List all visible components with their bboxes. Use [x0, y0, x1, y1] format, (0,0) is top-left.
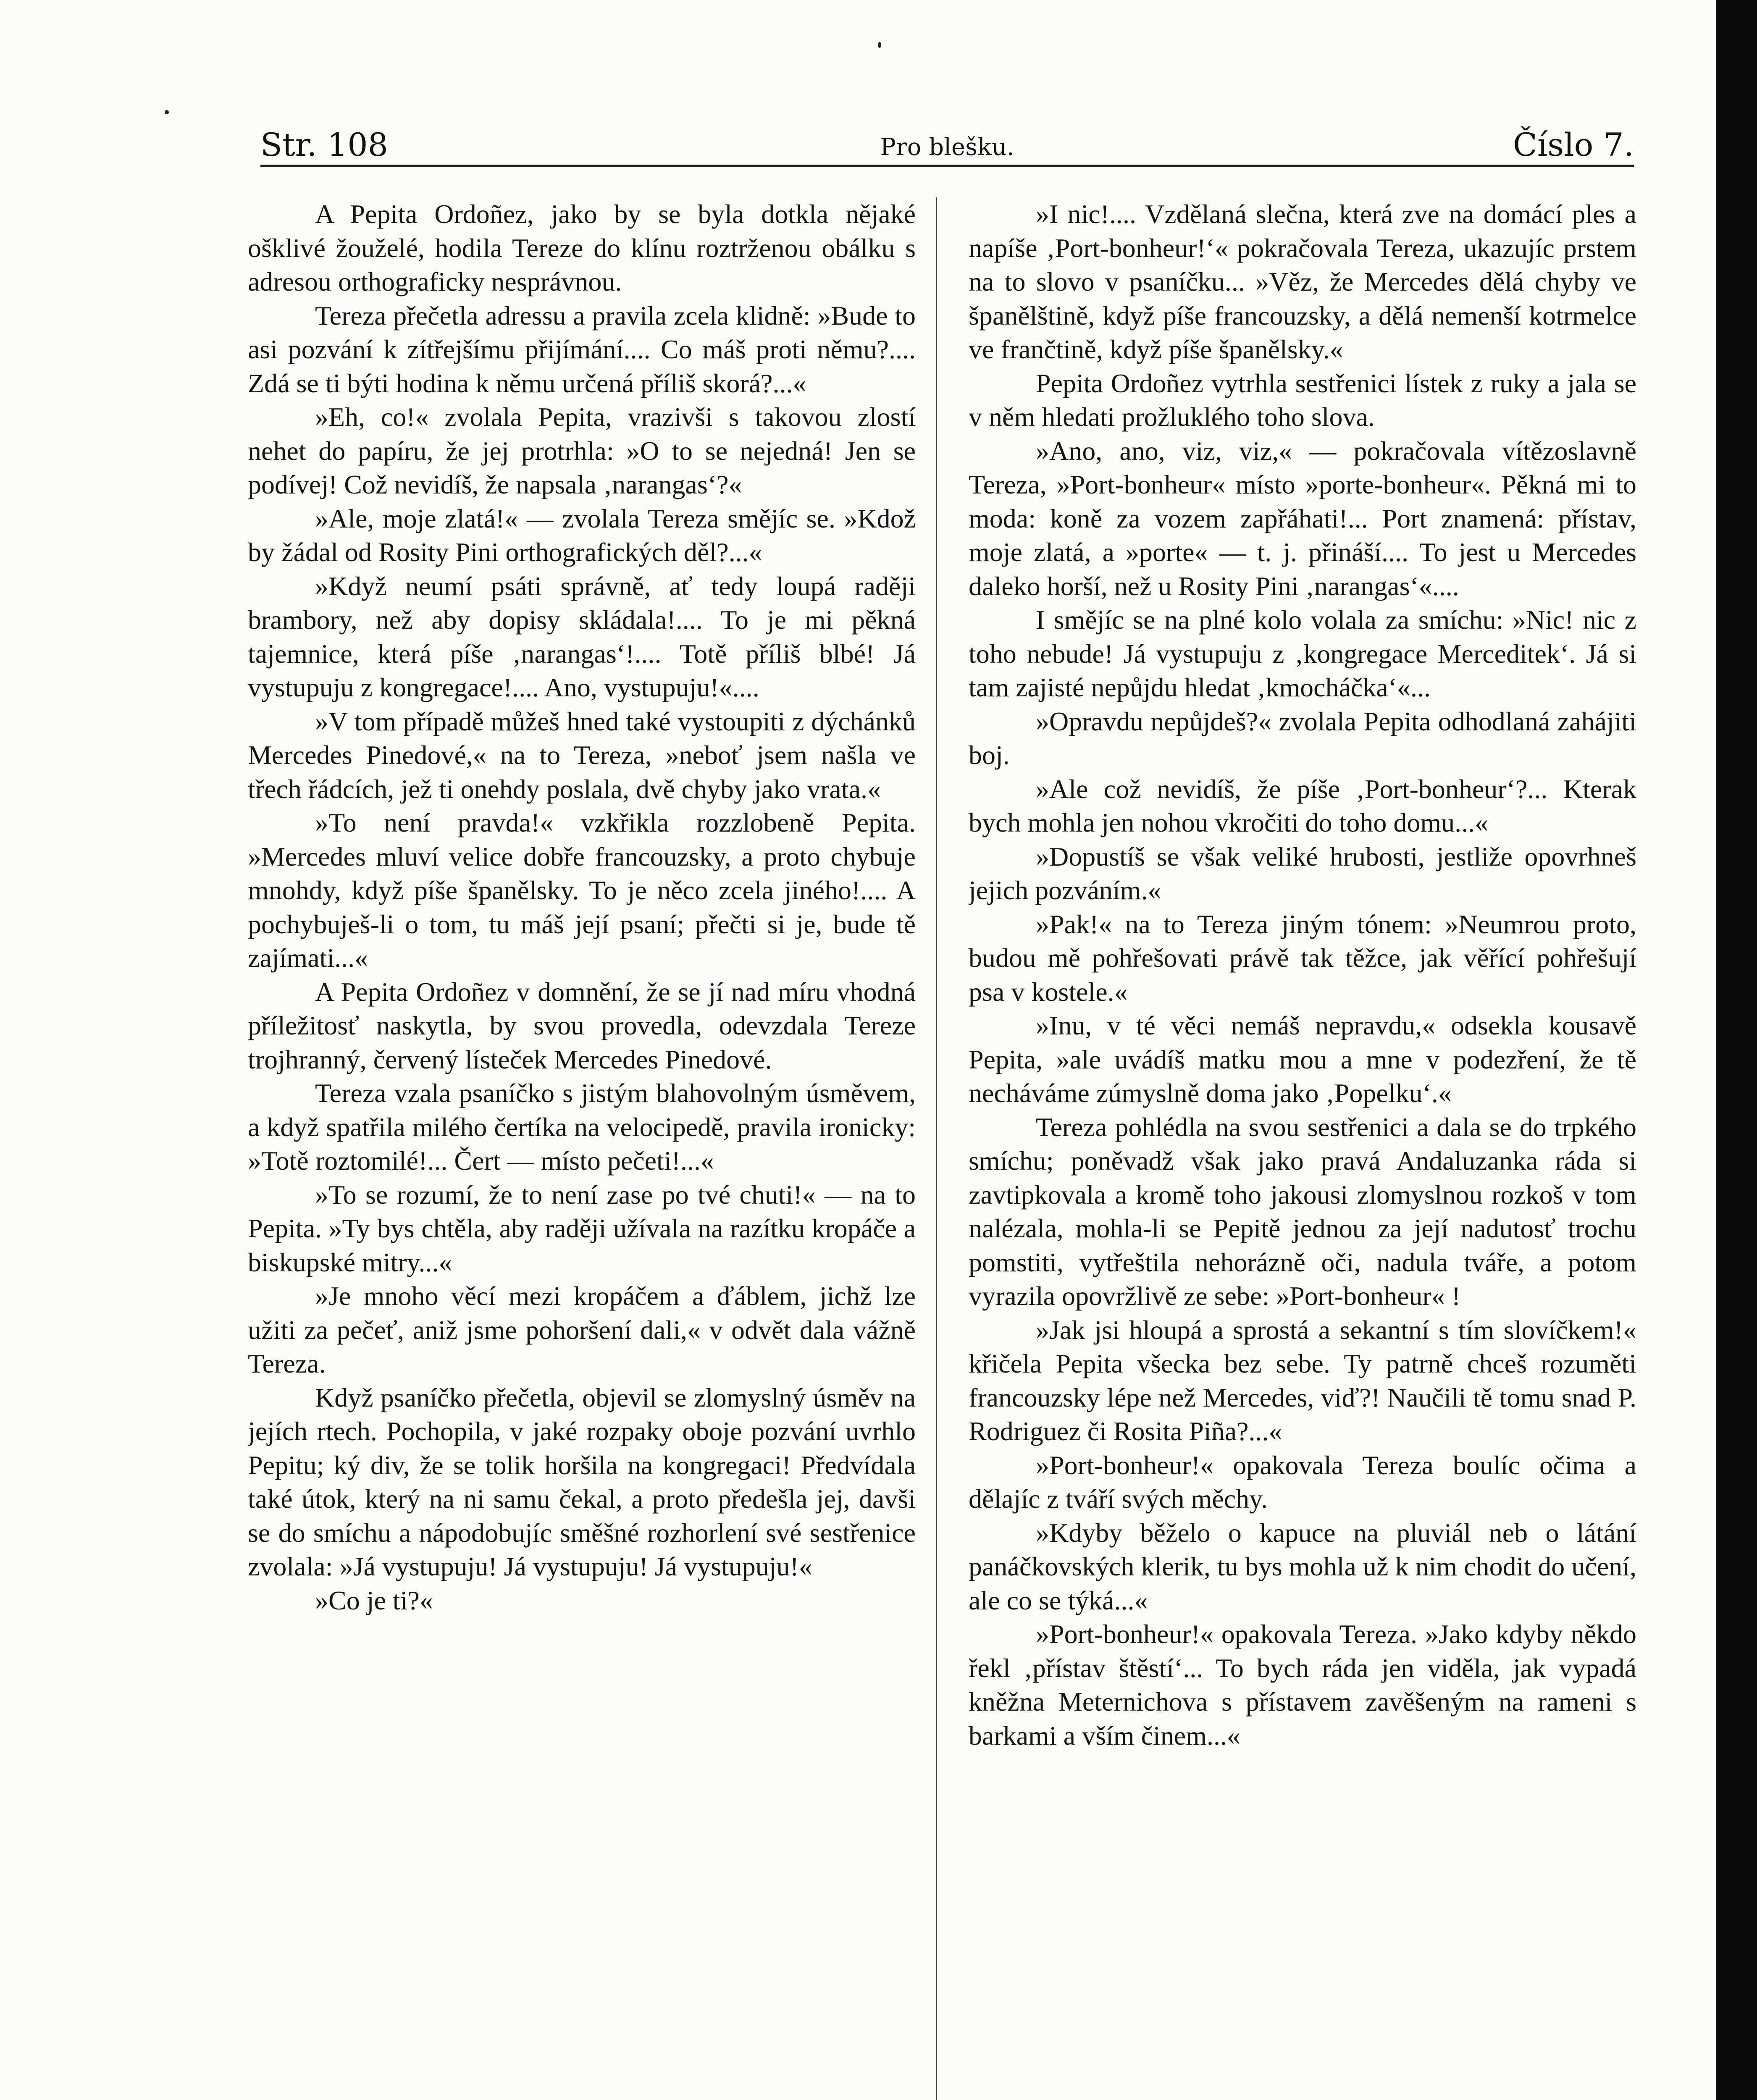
paragraph: »To se rozumí, že to není zase po tvé chuti!« — na to Pepita. »Ty bys chtěla, aby raději užívala na razítku kropáče a biskupské mitry...« [248, 1179, 916, 1277]
paragraph: »Pak!« na to Tereza jiným tónem: »Neumrou proto, budou mě pohřešovati právě tak těžce, jak věřící pohřešují psa v kostele.« [969, 909, 1636, 1007]
paragraph: »Inu, v té věci nemáš nepravdu,« odsekla kousavě Pepita, »ale uvádíš matku mou a mne v podezření, že tě necháváme zúmyslně doma jako ‚Popelku‘.« [969, 1011, 1636, 1108]
column-divider [936, 197, 937, 2100]
paragraph: »V tom případě můžeš hned také vystoupiti z dýchánků Mercedes Pinedové,« na to Tereza, »neboť jsem našla ve třech řádcích, jež ti onehdy poslala, dvě chyby jako vrata.« [248, 706, 916, 804]
paragraph: Tereza přečetla adressu a pravila zcela klidně: »Bude to asi pozvání k zítřejšímu přijímání.... Co máš proti němu?.... Zdá se ti býti hodina k němu určená příliš skorá?...« [248, 300, 916, 398]
paragraph: Tereza pohlédla na svou sestřenici a dala se do trpkého smíchu; poněvadž však jako pravá Andaluzanka ráda si zavtipkovala a kromě toho jakousi zlomyslnou rozkoš v tom nalézala, mohla-li se Pepitě jednou za její nadutosť trochu pomstiti, vytřeštila nehorázně oči, nadula tváře, a potom vyrazila opovržlivě ze sebe: »Port-bonheur« ! [969, 1112, 1636, 1311]
paragraph: »Eh, co!« zvolala Pepita, vrazivši s takovou zlostí nehet do papíru, že jej protrhla: »O to se nejedná! Jen se podívej! Což nevidíš, že napsala ‚narangas‘?« [248, 402, 916, 499]
page-number: Str. 108 [260, 126, 388, 163]
paragraph: A Pepita Ordoñez, jako by se byla dotkla nějaké ošklivé žouželé, hodila Tereze do klínu roztrženou obálku s adresou orthograficky nesprávnou. [248, 199, 916, 297]
paragraph: »Ano, ano, viz, viz,« — pokračovala vítězoslavně Tereza, »Port-bonheur« místo »porte-bonheur«. Pěkná mi to moda: koně za vozem zapřáhati!... Port znamená: přístav, moje zlatá, a »porte« — t. j. přináší.... To jest u Mercedes daleko horší, než u Rosity Pini ‚narangas‘«.... [969, 436, 1636, 601]
paragraph: Pepita Ordoñez vytrhla sestřenici lístek z ruky a jala se v něm hledati prožluklého toho slova. [969, 368, 1636, 432]
paragraph: Když psaníčko přečetla, objevil se zlomyslný úsměv na jejích rtech. Pochopila, v jaké rozpaky oboje pozvání uvrhlo Pepitu; ký div, že se tolik horšila na kongregaci! Předvídala také útok, který na ni samu čekal, a proto předešla jej, davši se do smíchu a nápodobujíc směšné rozhorlení své sestřenice zvolala: »Já vystupuju! Já vystupuju! Já vystupuju!« [248, 1382, 916, 1581]
scan-speck [165, 110, 169, 114]
paragraph: »Jak jsi hloupá a sprostá a sekantní s tím slovíčkem!« křičela Pepita všecka bez sebe. Ty patrně chceš rozuměti francouzsky lépe než Mercedes, viď?! Naučili tě tomu snad P. Rodriguez či Rosita Piña?...« [969, 1315, 1636, 1446]
header-rule [260, 165, 1634, 167]
paragraph: »To není pravda!« vzkřikla rozzlobeně Pepita. »Mercedes mluví velice dobře francouzsky, a proto chybuje mnohdy, když píše španělsky. To je něco zcela jiného!.... A pochybuješ-li o tom, tu máš její psaní; přečti si je, bude tě zajímati...« [248, 808, 916, 973]
running-title: Pro blešku. [880, 134, 1014, 161]
left-column [248, 197, 916, 2100]
paragraph: A Pepita Ordoñez v domnění, že se jí nad míru vhodná příležitosť naskytla, by svou provedla, odevzdala Tereze trojhranný, červený lísteček Mercedes Pinedové. [248, 976, 916, 1074]
paragraph: »Port-bonheur!« opakovala Tereza boulíc očima a dělajíc z tváří svých měchy. [969, 1450, 1636, 1514]
paragraph: »Dopustíš se však veliké hrubosti, jestliže opovrhneš jejich pozváním.« [969, 841, 1636, 905]
paragraph: »Opravdu nepůjdeš?« zvolala Pepita odhodlaná zahájiti boj. [969, 706, 1636, 770]
scan-speck [878, 42, 881, 48]
paragraph: »Kdyby běželo o kapuce na pluviál neb o látání panáčkovských klerik, tu bys mohla už k nim chodit do učení, ale co se týká...« [969, 1517, 1636, 1615]
issue-number: Číslo 7. [1513, 126, 1634, 163]
paragraph: »Je mnoho věcí mezi kropáčem a ďáblem, jichž lze užiti za pečeť, aniž jsme pohoršení dali,« v odvět dala vážně Tereza. [248, 1281, 916, 1378]
paragraph: »Co je ti?« [315, 1585, 433, 1615]
right-column [969, 197, 1636, 2100]
scan-edge [1716, 0, 1757, 2100]
paragraph: »Ale, moje zlatá!« — zvolala Tereza smějíc se. »Kdož by žádal od Rosity Pini orthografických děl?...« [248, 503, 916, 567]
paragraph: Tereza vzala psaníčko s jistým blahovolným úsměvem, a když spatřila milého čertíka na velocipedě, pravila ironicky: »Totě roztomilé!... Čert — místo pečeti!...« [248, 1078, 916, 1176]
paragraph: »Ale což nevidíš, že píše ‚Port-bonheur‘?... Kterak bych mohla jen nohou vkročiti do toho domu...« [969, 774, 1636, 837]
paragraph: I smějíc se na plné kolo volala za smíchu: »Nic! nic z toho nebude! Já vystupuju z ‚kongregace Merceditek‘. Já si tam zajisté nepůjdu hledat ‚kmocháčka‘«... [969, 605, 1636, 702]
paragraph: »Port-bonheur!« opakovala Tereza. »Jako kdyby někdo řekl ‚přístav štěstí‘... To bych ráda jen viděla, jak vypadá kněžna Meternichova s přístavem zavěšeným na rameni s barkami a vším činem...« [969, 1619, 1636, 1751]
paragraph: »Když neumí psáti správně, ať tedy loupá raději brambory, než aby dopisy skládala!.... To je mi pěkná tajemnice, která píše ‚narangas‘!.... Totě příliš blbé! Já vystupuju z kongregace!.... Ano, vystupuju!«.... [248, 571, 916, 702]
paragraph: »I nic!.... Vzdělaná slečna, která zve na domácí ples a napíše ‚Port-bonheur!‘« pokračovala Tereza, ukazujíc prstem na to slovo v psaníčku... »Věz, že Mercedes dělá chyby ve španělštině, když píše francouzsky, a dělá nemenší kotrmelce ve frančtině, když píše španělsky.« [969, 199, 1636, 364]
